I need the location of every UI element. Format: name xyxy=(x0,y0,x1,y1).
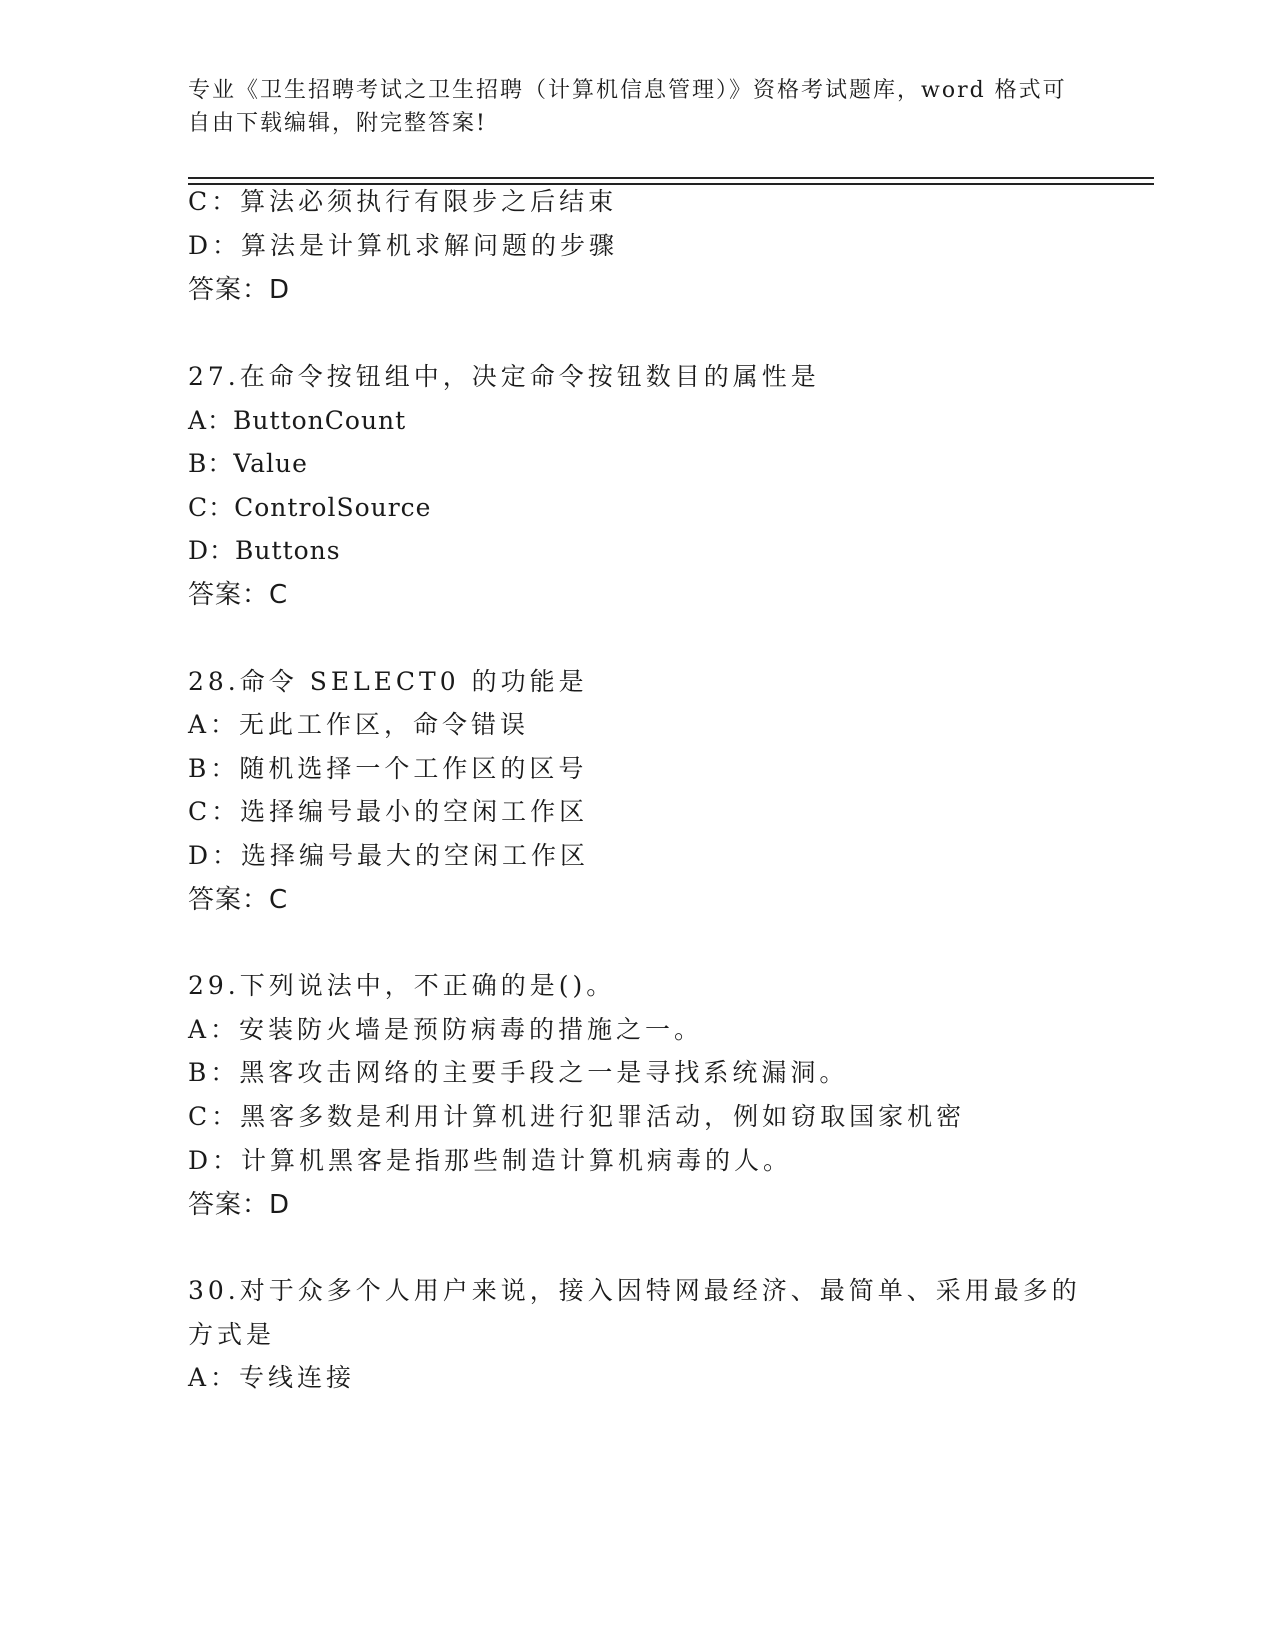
option-b: B：随机选择一个工作区的区号 xyxy=(188,754,588,783)
question-30-stem-continued: 方式是 xyxy=(188,1320,276,1349)
answer: 答案：D xyxy=(188,275,291,305)
option-c: C：黑客多数是利用计算机进行犯罪活动，例如窃取国家机密 xyxy=(188,1102,966,1131)
option-d: D：选择编号最大的空闲工作区 xyxy=(188,841,590,870)
option-c: C：选择编号最小的空闲工作区 xyxy=(188,797,589,826)
answer: 答案：C xyxy=(188,885,289,915)
option-b: B：黑客攻击网络的主要手段之一是寻找系统漏洞。 xyxy=(188,1058,849,1087)
option-a: A：无此工作区，命令错误 xyxy=(188,710,530,739)
option-a: A：ButtonCount xyxy=(188,406,407,435)
option-d: D：Buttons xyxy=(188,536,341,565)
option-c: C：算法必须执行有限步之后结束 xyxy=(188,187,618,216)
question-27-stem: 27.在命令按钮组中，决定命令按钮数目的属性是 xyxy=(188,362,820,391)
question-29-stem: 29.下列说法中，不正确的是()。 xyxy=(188,971,616,1000)
option-d: D：计算机黑客是指那些制造计算机病毒的人。 xyxy=(188,1146,793,1175)
option-c: C：ControlSource xyxy=(188,493,432,522)
question-30-stem: 30.对于众多个人用户来说，接入因特网最经济、最简单、采用最多的 xyxy=(188,1276,1081,1305)
option-a: A：安装防火墙是预防病毒的措施之一。 xyxy=(188,1015,704,1044)
option-a: A：专线连接 xyxy=(188,1363,356,1392)
answer: 答案：D xyxy=(188,1190,291,1220)
option-b: B：Value xyxy=(188,449,308,478)
document-header: 专业《卫生招聘考试之卫生招聘（计算机信息管理）》资格考试题库，word 格式可自由下载编辑，附完整答案! xyxy=(188,78,1067,136)
option-d: D：算法是计算机求解问题的步骤 xyxy=(188,231,619,260)
header-rule-top xyxy=(188,177,1154,179)
question-28-stem: 28.命令 SELECT0 的功能是 xyxy=(188,667,588,696)
header-rule-bottom xyxy=(188,183,1154,185)
answer: 答案：C xyxy=(188,580,289,610)
